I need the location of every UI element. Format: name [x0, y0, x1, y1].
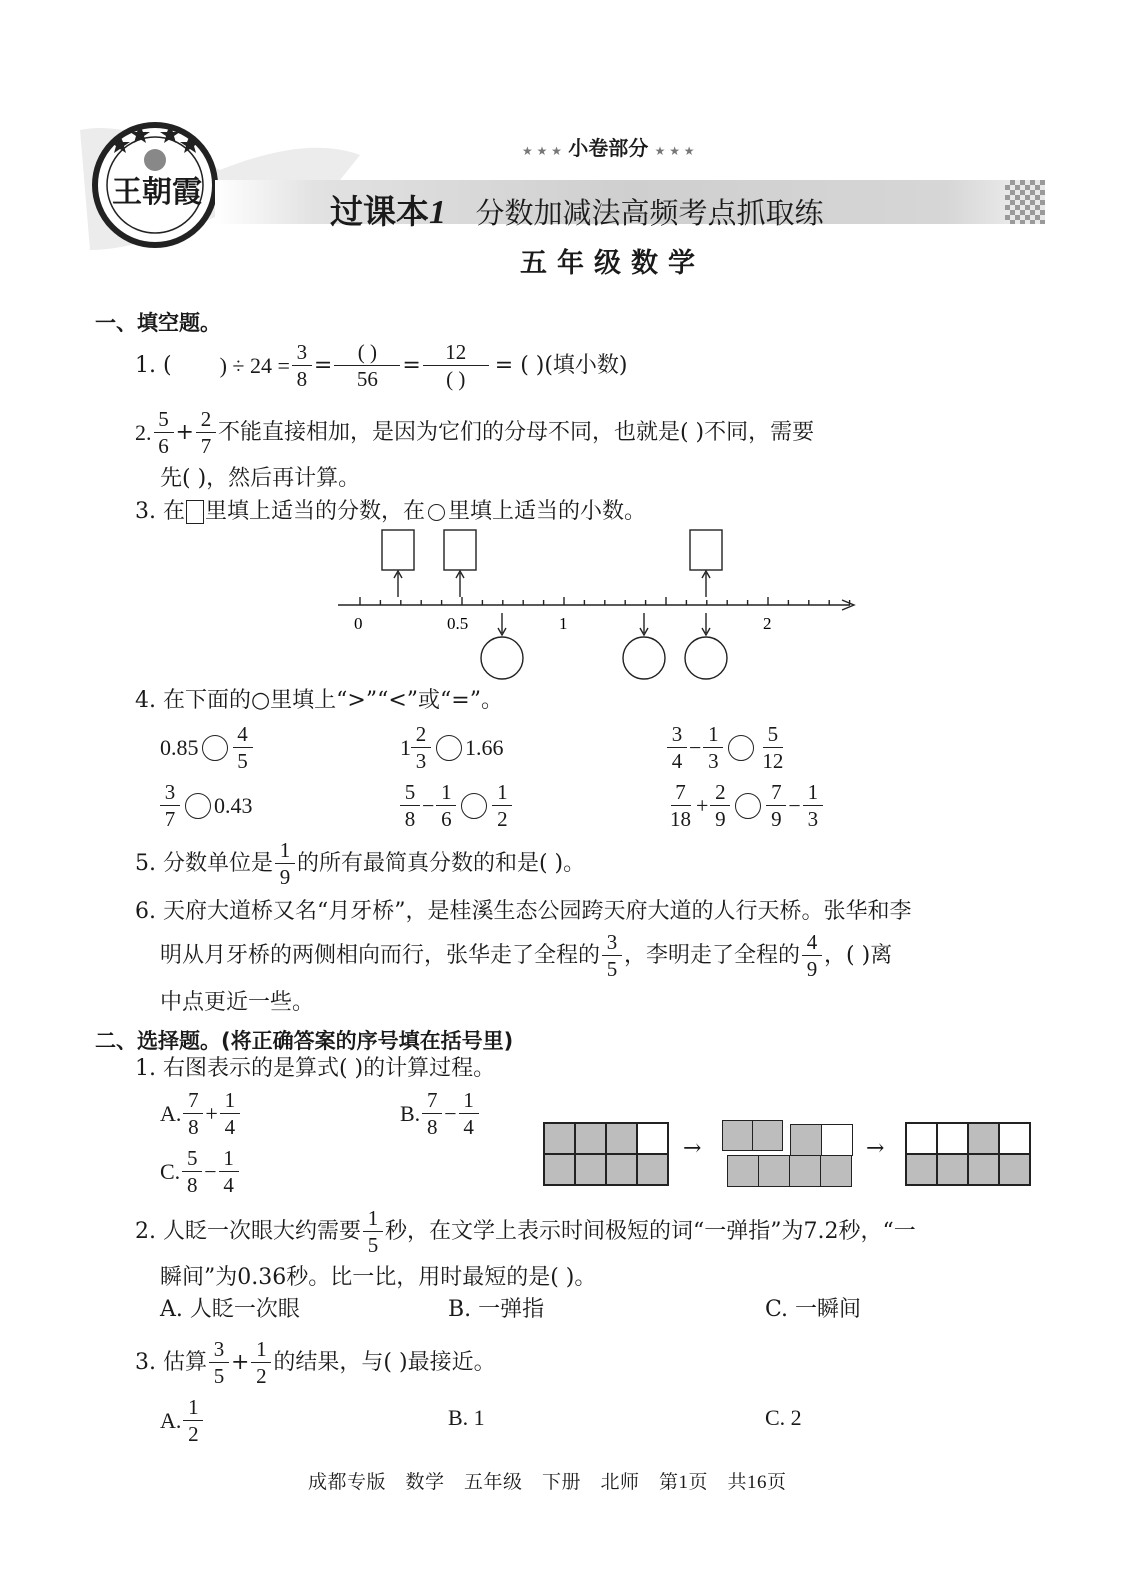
q2-line2: 先( )，然后再计算。: [160, 466, 361, 491]
q5-text: 5. 分数单位是 $\frac{1}{9}$ 的所有最简真分数的和是( )。: [135, 838, 586, 890]
s2-q2-option-b[interactable]: B. 一弹指: [448, 1297, 545, 1322]
q3-text: 3. 在 里填上适当的分数，在 里填上适当的小数。: [135, 499, 647, 524]
s2-q3-text: 3. 估算 $\frac{3}{5}$ + $\frac{1}{2}$ 的结果，与( )最接近。: [135, 1337, 496, 1389]
nl-label-1: 1: [559, 614, 568, 633]
q4-item1: 0.85 $\frac{4}{5}$: [160, 722, 255, 773]
nl-label-05: 0.5: [447, 614, 469, 633]
s2-q2-option-a[interactable]: A. 人眨一次眼: [160, 1297, 300, 1322]
s2-q2-option-c[interactable]: C. 一瞬间: [765, 1297, 862, 1322]
s2-q3-option-b[interactable]: B. 1: [448, 1405, 485, 1430]
section2-heading: 二、选择题。(将正确答案的序号填在括号里): [95, 1029, 514, 1053]
s2-q2-text: 2. 人眨一次眼大约需要 $\frac{1}{5}$ 秒，在文学上表示时间极短的词“一弹指”为7.2秒，“一: [135, 1206, 916, 1258]
fraction-grid-2-bottom: [727, 1155, 852, 1187]
fraction-grid-2-top-right: [790, 1124, 853, 1156]
q6-line2: 明从月牙桥的两侧相向而行，张华走了全程的 $\frac{3}{5}$ ，李明走了全程的 $\frac{4}{9}$ ，( )离: [160, 930, 893, 982]
s2-q1-option-c[interactable]: C. $\frac{5}{8}$ − $\frac{1}{4}$: [160, 1146, 241, 1197]
q6-line1: 6. 天府大道桥又名“月牙桥”，是桂溪生态公园跨天府大道的人行天桥。张华和李: [135, 899, 912, 924]
q1-fill: 1. ( ) ÷ 24 = $\frac{3}{8}$ = $\frac{( )}{56}$ = $\frac{12}{( )}$ = ( )(填小数): [135, 340, 628, 392]
arrow-2: →: [866, 1136, 885, 1161]
q4-item5: $\frac{5}{8}$ − $\frac{1}{6}$ $\frac{1}{2}$: [398, 780, 514, 831]
brand-name: 王朝霞: [112, 175, 202, 210]
box-symbol-icon: [186, 500, 204, 524]
q4-item6: $\frac{7}{18}$ + $\frac{2}{9}$ $\frac{7}{9}$ − $\frac{1}{3}$: [665, 780, 825, 831]
s2-q2-line2: 瞬间”为0.36秒。比一比，用时最短的是( )。: [160, 1265, 597, 1290]
subtitle: 五年级数学: [520, 248, 705, 279]
s2-q1-option-b[interactable]: B. $\frac{7}{8}$ − $\frac{1}{4}$: [400, 1088, 481, 1139]
nl-label-2: 2: [763, 614, 772, 633]
banner-checker: [1005, 180, 1045, 224]
s2-q3-option-c[interactable]: C. 2: [765, 1405, 802, 1430]
page-footer: 成都专版 数学 五年级 下册 北师 第1页 共16页: [308, 1472, 787, 1493]
q4-item4: $\frac{3}{7}$ 0.43: [158, 780, 253, 831]
circle-symbol-icon: [428, 504, 445, 521]
lesson-title: 过课本1 分数加减法高频考点抓取练: [330, 192, 824, 231]
q6-line3: 中点更近一些。: [160, 990, 315, 1015]
number-line: [330, 525, 870, 685]
fraction-grid-1: [543, 1122, 669, 1186]
arrow-1: →: [683, 1136, 702, 1161]
q4-item2: 1 $\frac{2}{3}$ 1.66: [400, 722, 504, 774]
s2-q3-option-a[interactable]: A. $\frac{1}{2}$: [160, 1395, 205, 1446]
q4-text: 4. 在下面的○里填上“>”“<”或“=”。: [135, 688, 503, 713]
section-tag: ★ ★ ★ 小卷部分 ★ ★ ★: [522, 136, 695, 160]
s2-q1-text: 1. 右图表示的是算式( )的计算过程。: [135, 1056, 496, 1081]
fraction-grid-3: [905, 1122, 1031, 1186]
section1-heading: 一、填空题。: [95, 311, 221, 335]
s2-q1-option-a[interactable]: A. $\frac{7}{8}$ + $\frac{1}{4}$: [160, 1088, 242, 1139]
q4-item3: $\frac{3}{4}$ − $\frac{1}{3}$ $\frac{5}{12}$: [665, 722, 788, 773]
q2-text: 2. $\frac{5}{6}$ + $\frac{2}{7}$ 不能直接相加，是因为它们的分母不同，也就是( )不同，需要: [135, 407, 815, 459]
fraction-grid-2-top-left: [722, 1120, 783, 1151]
nl-label-0: 0: [354, 614, 363, 633]
